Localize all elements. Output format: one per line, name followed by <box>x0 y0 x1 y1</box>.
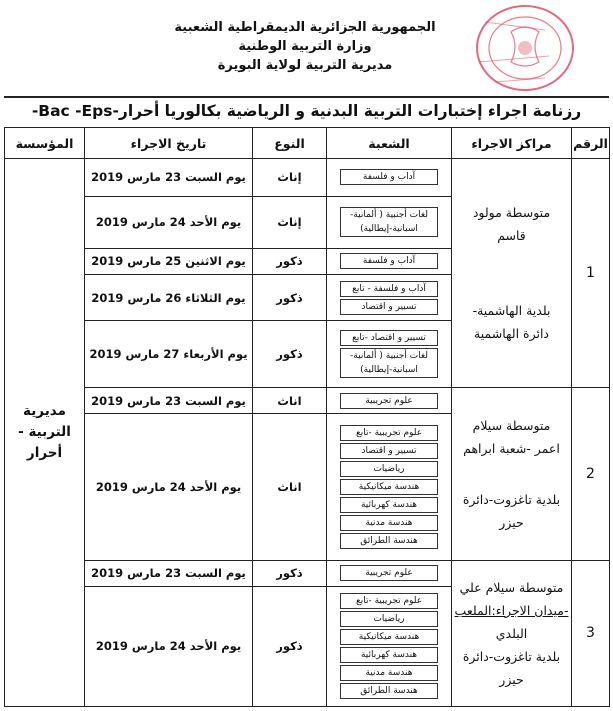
branch-label: هندسة مدنية <box>340 665 438 681</box>
date-cell: يوم الأحد 24 مارس 2019 <box>85 196 253 248</box>
branch-cell <box>327 387 452 413</box>
col-org-header: المؤسسة <box>5 128 85 159</box>
branch-label: علوم تجريبية <box>340 393 438 409</box>
branch-cell <box>327 321 452 388</box>
type-cell: اناث <box>253 414 327 560</box>
type-cell: ذكور <box>253 321 327 388</box>
type-cell: ذكور <box>253 248 327 274</box>
branch-label: علوم تجريبية <box>340 565 438 581</box>
branch-label: هندسة الطرائق <box>340 533 438 549</box>
date-cell: يوم الأربعاء 27 مارس 2019 <box>85 321 253 388</box>
branch-label: رياضيات <box>340 611 438 627</box>
branch-cell <box>327 586 452 706</box>
date-cell: يوم الأحد 24 مارس 2019 <box>85 414 253 560</box>
branch-label: هندسة كهربائية <box>340 647 438 663</box>
type-cell: ذكور <box>253 586 327 706</box>
type-cell: ذكور <box>253 275 327 321</box>
date-cell: يوم السبت 23 مارس 2019 <box>85 387 253 413</box>
branch-label: علوم تجريبية -تابع <box>340 593 438 609</box>
branch-label: تسيير و اقتصاد <box>340 443 438 459</box>
branch-cell <box>327 414 452 560</box>
branch-label: علوم تجريبية -تابع <box>340 425 438 441</box>
table-row <box>5 159 610 197</box>
table-row <box>5 387 610 413</box>
col-type-header: النوع <box>253 128 327 159</box>
center-name: متوسطة سيلام علي -ميدان الاجراء:الملعب البلدي بلدية تاغزوت-دائرة حيزر <box>452 560 572 706</box>
date-cell: يوم الاثنين 25 مارس 2019 <box>85 248 253 274</box>
type-cell: ذكور <box>253 560 327 586</box>
center-number: 2 <box>572 387 610 560</box>
branch-cell <box>327 196 452 248</box>
branch-cell <box>327 248 452 274</box>
center-name: متوسطة سيلام اعمر -شعبة ابراهم بلدية تاغزوت-دائرة حيزر <box>452 387 572 560</box>
branch-label: تسيير و اقتصاد -تابع <box>340 330 438 346</box>
date-cell: يوم السبت 23 مارس 2019 <box>85 159 253 197</box>
table-row <box>5 560 610 586</box>
table-header-row <box>5 128 610 159</box>
official-stamp <box>455 2 585 94</box>
header-republic: الجمهورية الجزائرية الديمقراطية الشعبية <box>174 20 436 35</box>
col-date-header: تاريخ الاجراء <box>85 128 253 159</box>
letterhead <box>120 18 490 75</box>
col-center-header: مراكز الاجراء <box>452 128 572 159</box>
branch-label: تسيير و اقتصاد <box>340 299 438 315</box>
branch-label: آداب و فلسفة <box>340 169 438 185</box>
branch-label: هندسة ميكانيكية <box>340 479 438 495</box>
date-cell: يوم الثلاثاء 26 مارس 2019 <box>85 275 253 321</box>
branch-cell <box>327 275 452 321</box>
date-cell: يوم الأحد 24 مارس 2019 <box>85 586 253 706</box>
branch-label: آداب و فلسفة <box>340 253 438 269</box>
date-cell: يوم السبت 23 مارس 2019 <box>85 560 253 586</box>
branch-label: هندسة كهربائية <box>340 497 438 513</box>
branch-label: هندسة الطرائق <box>340 683 438 699</box>
branch-label: لغات أجنبية ( ألمانية- اسبانية-إيطالية) <box>340 207 438 237</box>
header-ministry: وزارة التربية الوطنية <box>238 39 372 54</box>
center-name: متوسطة مولود قاسم بلدية الهاشمية- دائرة الهاشمية <box>452 159 572 388</box>
header-directorate: مديرية التربية لولاية البويرة <box>217 58 393 73</box>
schedule-table <box>4 127 610 707</box>
branch-label: هندسة مدنية <box>340 515 438 531</box>
col-branch-header: الشعبة <box>327 128 452 159</box>
schedule-title: رزنامة اجراء إختبارات التربية البدنية و الرياضية بكالوريا أحرار-Bac -Eps- <box>4 96 609 126</box>
center-number: 1 <box>572 159 610 388</box>
branch-cell <box>327 159 452 197</box>
center-number: 3 <box>572 560 610 706</box>
col-number-header: الرقم <box>572 128 610 159</box>
branch-label: لغات أجنبية ( ألمانية- اسبانية-إيطالية) <box>340 348 438 378</box>
branch-label: رياضيات <box>340 461 438 477</box>
branch-cell <box>327 560 452 586</box>
organization-cell: مديرية التربية - أحرار <box>5 159 85 707</box>
branch-label: هندسة ميكانيكية <box>340 629 438 645</box>
type-cell: اناث <box>253 387 327 413</box>
type-cell: إناث <box>253 196 327 248</box>
branch-label: آداب و فلسفة - تابع <box>340 281 438 297</box>
type-cell: إناث <box>253 159 327 197</box>
